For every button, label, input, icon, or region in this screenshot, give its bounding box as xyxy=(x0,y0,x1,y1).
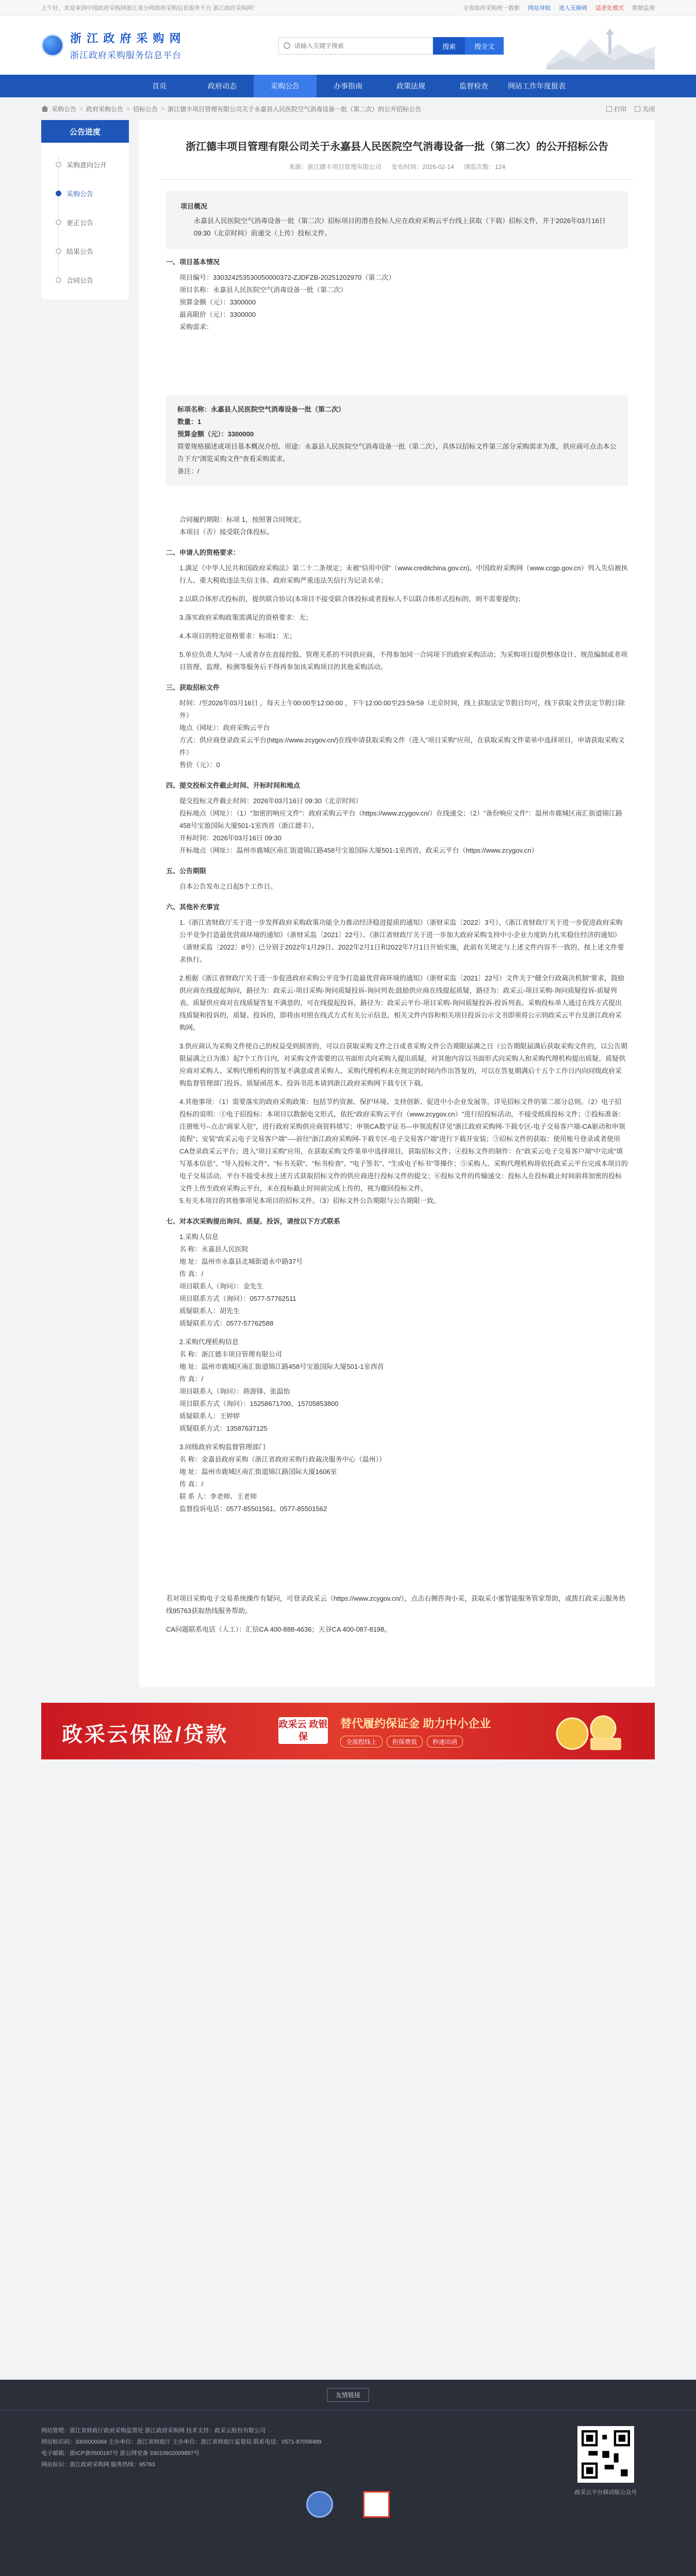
requirement-box: 标项名称：永嘉县人民医院空气消毒设备一批（第二次） 数量：1 预算金额（元）：3300000 简要规格描述或项目基本概况介绍、用途：永嘉县人民医院空气消毒设备一批（第二次），具体以招标文件第三部分采购需求为准，供应商可点击本公告下方"浏览采购文件"查看采购需求。 备注：/ xyxy=(166,395,628,486)
breadcrumb-item[interactable]: 采购公告 xyxy=(52,105,77,113)
step-dot-icon xyxy=(56,162,61,167)
summary-box: 项目概况 永嘉县人民医院空气消毒设备一批（第二次）招标项目的潜在投标人应在政府采购云平台线上获取（下载）招标文件，并于2026年03月16日 09:30（北京时间）前递交（上传）投标文件。 xyxy=(166,191,628,249)
top-link-accessible[interactable]: 进入无障碍 xyxy=(559,5,587,11)
footer-badges xyxy=(41,2491,655,2532)
search-button[interactable]: 搜索 xyxy=(433,37,465,55)
step-dot-icon xyxy=(56,248,61,254)
print-button[interactable]: 打印 xyxy=(606,105,626,113)
nav-announcements[interactable]: 采购公告 xyxy=(254,75,317,97)
progress-sidebar xyxy=(41,120,129,299)
nav-guide[interactable]: 办事指南 xyxy=(334,82,362,90)
top-link-elder-mode[interactable]: 适老化模式 xyxy=(595,5,624,11)
step-dot-icon xyxy=(56,277,61,283)
home-icon[interactable] xyxy=(41,106,48,112)
top-link-data[interactable]: 全省政府采购统一数据 xyxy=(463,5,520,11)
banner-title: 政采云保险/贷款 xyxy=(62,1723,229,1746)
main-nav xyxy=(0,75,696,97)
search-icon xyxy=(284,42,290,49)
qr-code-icon xyxy=(577,2426,634,2483)
gov-emblem-icon xyxy=(306,2491,333,2518)
section-heading: 五、公告期限 xyxy=(166,867,207,875)
article-meta xyxy=(160,162,634,180)
search-fulltext-button[interactable]: 搜全文 xyxy=(465,37,504,55)
top-link-monitor[interactable]: 数据监测 xyxy=(632,5,655,11)
close-button[interactable]: 关闭 xyxy=(635,105,655,113)
banner-tag: 政采云 政银保 xyxy=(278,1717,328,1744)
article-content: 项目概况 永嘉县人民医院空气消毒设备一批（第二次）招标项目的潜在投标人应在政府采购云平台线上获取（下载）招标文件，并于2026年03月16日 09:30（北京时间）前递交（上传）投标文件。 一、项目基本情况 项目编号：330324253530050000372-ZJDFZB-20251202970（第二次） 项目名称：永嘉县人民医院空气消毒设备一批（第二次） 预算金额（元）：3300000 最高限价（元）：3300000 采购需求： 标项名称：永嘉县人民医院空气消毒设备一批（第二次） 数量：1 预算金额（元）：3300000 简要规格描述或项目基本概况介绍、用途：永嘉县人民医院空气消毒设备一批（第二次），具体以招标文件第三部分采购需求为准，供应商可点击本公告下方"浏览采购文件"查看采购需求。 备注：/ 合同履约期限：标项 1，按照署合同规定。 本项目（否）接受联合体投标。 二、申请人的资格要求： 1.满足《中华人民共和国政府采购法》第二十二条规定；未被"信用中国"（www.creditchina.gov.cn)、中国政府采购网（www.ccgp.gov.cn）列入失信被执行人、重大税收违法失信主体、政府采购严重违法失信行为记录名单； 2.以联合体形式投标的，提供联合协议(本项目不接受联合体投标或者投标人不以联合体形式投标的，则不需要提供)； 3.落实政府采购政策需满足的资格要求：无； 4.本项目的特定资格要求：标项1：无； 5.单位负责人为同一人或者存在直接控股、管理关系的不同供应商，不得参加同一合同项下的政府采购活动；为采购项目提供整体设计、规范编制或者项目管理、监理、检测等服务后不得再参加该采购项目的其他采购活动。 三、获取招标文件 时间：/至2026年03月16日 ，每天上午00:00至12:00:00 ，下午12:00:00至23:59:59（北京时间，线上获取法定节假日均可，线下获取文件法定节假日除外） 地点（网址）：政府采购云平台 方式：供应商登录政采云平台(https://www.zcygov.cn/)在线申请获取采购文件（进入"项目采购"应用，在获取采购文件菜单中选择项目，申请获取采购文件） 售价（元）：0 四、提交投标文件截止时间、开标时间和地点 提交投标文件截止时间：2026年03月16日 09:30（北京时间） 投标地点（网址）：（1）"加密的响应文件"：政府采购云平台（https://www.zcygov.cn/）在线递交；（2）"备份响应文件"：温州市鹿城区南汇街道锦江路458号宝盈国际大厦501-1室西首（浙江德丰）。 开标时间：2026年03月16日 09:30 开标地点（网址）：温州市鹿城区南汇街道锦江路458号宝盈国际大厦501-1室西首，政采云平台（https://www.zcygov.cn） 五、公告期限 自本公告发布之日起5个工作日。 六、其他补充事宜 1.《浙江省财政厅关于进一步发挥政府采购政策功能全力推动经济稳进提质的通知》（浙财采监〔2022〕3号）、《浙江省财政厅关于进一步促进政府采购公平竞争打造最优营商环境的通知》（浙财采监〔2021〕22号）、《浙江省财政厅关于进一步加大政府采购支持中小企业力度助力扎实稳住经济的通知》（浙财采监〔2022〕8号）已分别于2022年1月29日、2022年2月1日和2022年7月1日开始实施，此前有关规定与上述文件内容不一致的，按上述文件要求执行。 2.根据《浙江省财政厅关于进一步促进政府采购公平竞争打造最优营商环境的通知》（浙财采监〔2021〕22号）文件关于"健全行政裁决机制"要求，鼓励供应商在线提起询问，路径为：政采云-项目采购-询问质疑投诉-询问列表;鼓励供应商在线提起质疑，路径为：政采云-项目采购-询问质疑投诉-质疑列表。质疑供应商对在线质疑答复不满意的，可在线提起投诉，路径为：政采云平台-项目采购-询问质疑投诉-投诉列表。采购投标单人通过在线方式提出线质疑和投诉的，质疑、投诉的，即将由对照在线式方式有关公示信息，相关文件内容和相关项目投诉公示文书即须将公示到政采云平台及浙江政府采购网。 3.供应商认为采购文件使自己的权益受到损害的，可以自获取采购文件之日或者采购文件公告期限届满之日（公告期限届满后获取采购文件的，以公告期限届满之日为准）起7个工作日内，对采购文件需要的以书面形式向采购人提出质疑，对其他内容以书面形式向采购人和采购代理机构提出质疑。质疑供应商对采购人、采购代理机构的答复不满意或者采购人、采购代理机构未在规定的时间内作出答复的，可以在答复期满后十五个工作日内向同级政府采购监督管理部门投诉。质疑函范本、投诉书范本请到浙江政府采购网下载专区下载。 4.其他事项：（1）需要落实的政府采购政策：包括节约资源、保护环境、支持创新、促进中小企业发展等。详见招标文件的第二部分总则。（2）电子招投标的说明：①电子招投标：本项目以数据电文形式，依托"政府采购云平台（www.zcygov.cn）"进行招投标活动，不接受纸质投标文件；②投标准备：注册账号--点击"商家入驻"，进行政府采购供应商资料填写；申领CA数字证书---申领流程详见"浙江政府采购网-下载专区-电子交易客户端-CA驱动和申领流程"；安装"政采云电子交易客户端"----前往"浙江政府采购网-下载专区-电子交易客户端"进行下载并安装；③招标文件的获取：使用账号登录或者使用CA登录政采云平台；进入"项目采购"应用，在获取采购文件菜单中选择项目，获取招标文件；④投标文件的制作：在"政采云电子交易客户端"中完成"填写基本信息"、"导入投标文件"、"标书关联"、"标书检查"、"电子签名"、"生成电子标书"等操作；⑤采购人、采购代理机构将依托政采云平台完成本项目的电子交易活动，平台不接受未按上述方式获取招标文件的供应商进行投标文件的提交；⑥投标文件的传输递交：投标人在投标截止时间前将加密的投标文件上传至政府采购云平台，未在投标截止时间前完成上传的，视为撤回投标文件。 5.有关本项目的其他事项见本项目的招标文件。（3）招标文件公告期限与公告期限一致。 七、对本次采购提出询问、质疑、投诉，请按以下方式联系 1.采购人信息 名 称：永嘉县人民医院 地 址：温州市永嘉县北城街道永中路37号 传 真：/ 项目联系人（询问）：金先生 项目联系方式（询问）：0577-57762511 质疑联系人：胡先生 质疑联系方式：0577-57762588 2.采购代理机构信息 名 称：浙江德丰项目管理有限公司 地 址：温州市鹿城区南汇街道锦江路458号宝盈国际大厦501-1室西首 传 真：/ 项目联系人（询问）：蒋游锋、张温怡 项目联系方式（询问）：15258671700、15705853800 质疑联系人：王婷婷 质疑联系方式：13587637125 3.同级政府采购监督管理部门 名 称：金嘉县政府采购（浙江省政府采购行政裁决服务中心（温州）） 地 址：温州市鹿城区南汇街道锦江路国际大厦1606室 传 真：/ 联 系 人：李老师、王老师 监督投诉电话：0577-85501561、0577-85501562 若对项目采购电子交易系统操作有疑问，可登录政采云（https://www.zcygov.cn/），点击右侧咨询小采，获取采小蜜智能服务管家帮助，或拨打政采云服务热线95763获取热线服务帮助。 CA问题联系电话（人工）：汇信CA 400-888-4636；天谷CA 400-087-8198。 xyxy=(160,191,634,1656)
print-icon xyxy=(606,106,612,112)
section-heading: 二、申请人的资格要求： xyxy=(166,549,240,556)
breadcrumb-current: 浙江德丰项目管理有限公司关于永嘉县人民医院空气消毒设备一批（第二次）的公开招标公告 xyxy=(168,105,422,113)
error-report-icon xyxy=(363,2491,390,2518)
site-footer: 友情链接 网站管理：浙江省财政厅政府采购监管处 浙江政府采购网 技术支持：政采云股份有限公司 网站标识码：3300000064 主办单位：浙江省财政厅 主办单位：浙江省财政厅监管局 联系电话：0571-87058489 电子邮箱：浙ICP备0500197号 浙公网安备 33010602009897号 网站标识：浙江政府采购网 服务热线：95763 政采云平台移动版公众号 xyxy=(0,2380,696,2576)
sidebar-item-procurement[interactable]: 采购公告 xyxy=(56,179,129,208)
sidebar-item-correction[interactable]: 更正公告 xyxy=(56,208,129,236)
top-link-sitemap[interactable]: 网站导航 xyxy=(528,5,551,11)
section-heading: 三、获取招标文件 xyxy=(166,684,220,691)
summary-text: 永嘉县人民医院空气消毒设备一批（第二次）招标项目的潜在投标人应在政府采购云平台线上获取（下载）招标文件，并于2026年03月16日 09:30（北京时间）前递交（上传）投标文件。 xyxy=(194,217,606,237)
gov-badge[interactable] xyxy=(302,2491,338,2532)
site-subtitle: 浙江政府采购服务信息平台 xyxy=(70,50,181,60)
coin-decoration-icon xyxy=(541,1708,634,1754)
top-links xyxy=(463,4,655,12)
sidebar-item-intent[interactable]: 采购意向公开 xyxy=(56,150,129,179)
search-input[interactable] xyxy=(278,37,433,55)
nav-home[interactable]: 首页 xyxy=(152,82,167,90)
friend-links-button[interactable]: 友情链接 xyxy=(327,2388,369,2402)
section-heading: 四、提交投标文件截止时间、开标时间和地点 xyxy=(166,782,301,789)
landscape-decoration-icon xyxy=(546,23,655,70)
help-text: 若对项目采购电子交易系统操作有疑问，可登录政采云（https://www.zcygov.cn/），点击右侧咨询小采，获取采小蜜智能服务管家帮助，或拨打政采云服务热线95763获取热线服务帮助。 xyxy=(166,1595,626,1615)
search-bar xyxy=(278,37,504,55)
nav-news[interactable]: 政府动态 xyxy=(208,82,237,90)
step-dot-icon xyxy=(56,219,61,225)
error-report-badge[interactable] xyxy=(358,2491,394,2532)
page-tools xyxy=(606,105,655,113)
section-heading: 七、对本次采购提出询问、质疑、投诉，请按以下方式联系 xyxy=(166,1217,341,1225)
article-source: 来源：浙江德丰项目管理有限公司 xyxy=(288,163,382,171)
announcement-article xyxy=(139,120,655,1687)
sidebar-item-contract[interactable]: 合同公告 xyxy=(56,265,129,294)
site-header xyxy=(0,15,696,75)
nav-supervision[interactable]: 监督检查 xyxy=(459,82,488,90)
section-heading: 六、其他补充事宜 xyxy=(166,903,220,911)
main-area xyxy=(41,120,655,1687)
page-title: 浙江德丰项目管理有限公司关于永嘉县人民医院空气消毒设备一批（第二次）的公开招标公告 xyxy=(186,141,608,152)
qr-caption: 政采云平台移动版公众号 xyxy=(574,2489,637,2496)
article-date: 发布时间：2026-02-14 xyxy=(391,163,454,171)
section-heading: 一、项目基本情况 xyxy=(166,258,220,266)
site-logo[interactable] xyxy=(41,30,182,61)
ca-contact-text: CA问题联系电话（人工）：汇信CA 400-888-4636；天谷CA 400-087-8198。 xyxy=(166,1625,391,1633)
banner-features: 全流程线上 担保费低 秒速出函 xyxy=(340,1736,463,1748)
site-title: 浙 江 政 府 采 购 网 xyxy=(70,31,182,45)
sidebar-item-result[interactable]: 结果公告 xyxy=(56,236,129,265)
article-views: 浏览次数：124 xyxy=(464,163,506,171)
nav-policy[interactable]: 政策法规 xyxy=(396,82,425,90)
promo-banner[interactable] xyxy=(41,1703,655,1759)
top-bar xyxy=(0,0,696,15)
close-icon xyxy=(635,106,640,112)
logo-emblem-icon xyxy=(41,34,64,57)
nav-annual-report[interactable]: 网站工作年度报表 xyxy=(508,82,566,90)
breadcrumb-item[interactable]: 政府采购公告 xyxy=(86,105,124,113)
welcome-text: 上午好，欢迎来到中国政府采购网浙江省分网政府采购信息服务平台 浙江政府采购网！ xyxy=(41,5,259,11)
sidebar-title: 公告进度 xyxy=(41,120,129,143)
banner-tagline: 替代履约保证金 助力中小企业 xyxy=(340,1717,491,1730)
breadcrumb: 采购公告 > 政府采购公告 > 招标公告 > 浙江德丰项目管理有限公司关于永嘉县人民医院空气消毒设备一批（第二次）的公开招标公告 打印 关闭 xyxy=(41,97,655,120)
step-dot-icon xyxy=(56,191,61,196)
breadcrumb-item[interactable]: 招标公告 xyxy=(133,105,158,113)
